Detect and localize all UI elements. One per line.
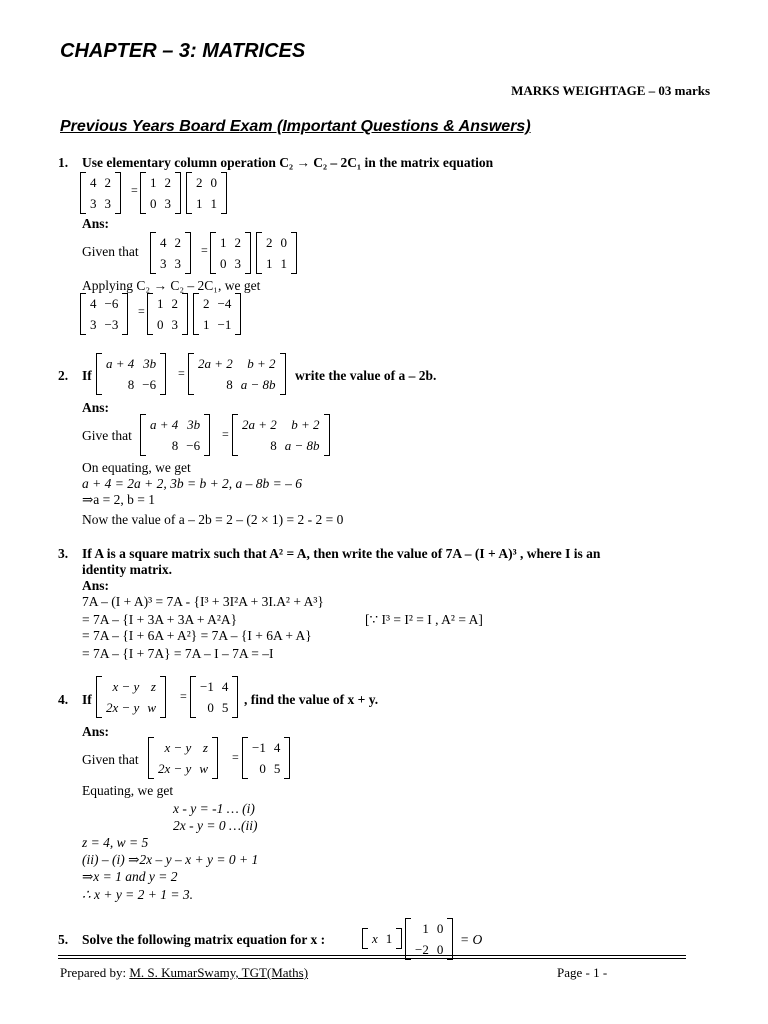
q3-number: 3. (58, 546, 69, 561)
q4-given: Given that (82, 752, 139, 767)
q3-line2b: [∵ I³ = I² = I , A² = A] (365, 612, 483, 627)
matrix-cell: 3 (171, 317, 178, 332)
q3-line4: = 7A – {I + 7A} = 7A – I – 7A = –I (82, 646, 274, 661)
matrix-cell: a − 8b (240, 377, 276, 392)
bracket-right (235, 293, 241, 335)
matrix-cell: x − y (164, 740, 192, 755)
q2-if: If (82, 368, 92, 383)
matrix-entries (86, 172, 115, 214)
matrix-entries (154, 737, 212, 779)
q1-applying: Applying C₂ → C₂ – 2C₁, we get (82, 278, 261, 293)
q2-give-lhs (140, 414, 210, 456)
footer-prepared-label: Prepared by: (60, 965, 127, 980)
matrix-entries (199, 293, 235, 335)
matrix-entries (156, 232, 185, 274)
matrix-cell: −4 (217, 296, 232, 311)
bracket-right (245, 232, 251, 274)
matrix-cell: 2a + 2 (198, 356, 233, 371)
q4-given-rhs (242, 737, 290, 779)
q1-given-a (210, 232, 251, 274)
matrix-cell: 8 (127, 377, 135, 392)
q2-line1: On equating, we get (82, 460, 191, 475)
q4-given-lhs (148, 737, 218, 779)
matrix-entries (146, 172, 175, 214)
matrix-cell: x (372, 931, 378, 946)
footer-rule-top (58, 955, 686, 956)
matrix-entries (192, 172, 221, 214)
matrix-cell: −1 (200, 679, 214, 694)
matrix-cell: 4 (273, 740, 281, 755)
matrix-cell: a + 4 (150, 417, 179, 432)
bracket-right (160, 353, 166, 395)
q4-matrix-lhs (96, 676, 166, 718)
q1-result-a (147, 293, 188, 335)
q3-ans: Ans: (82, 578, 110, 593)
matrix-cell: 4 (90, 175, 97, 190)
bracket-right (204, 414, 210, 456)
matrix-cell: z (202, 740, 208, 755)
bracket-right (221, 172, 227, 214)
q1-matrix-lhs (80, 172, 121, 214)
q1-text: Use elementary column operation C₂ → C₂ – 2C₁ in the matrix equation (82, 155, 494, 170)
q4-line4: z = 4, w = 5 (82, 835, 149, 850)
q1-number: 1. (58, 155, 69, 170)
matrix-cell: 2 (174, 235, 181, 250)
bracket-right (291, 232, 297, 274)
matrix-cell: 4 (90, 296, 97, 311)
chapter-title: CHAPTER – 3: MATRICES (60, 40, 306, 62)
bracket-right (396, 928, 402, 949)
q1-matrix-a (140, 172, 181, 214)
matrix-cell: −3 (104, 317, 119, 332)
q4-line3: 2x - y = 0 …(ii) (173, 818, 258, 833)
matrix-cell: −1 (217, 317, 232, 332)
bracket-right (122, 293, 128, 335)
bracket-right (115, 172, 121, 214)
q4-line6: ⇒x = 1 and y = 2 (82, 869, 178, 884)
matrix-cell: 3b (143, 356, 157, 371)
q5-row-vector (362, 928, 402, 949)
matrix-cell: 8 (270, 438, 277, 453)
bracket-right (324, 414, 330, 456)
q2-tail: write the value of a – 2b. (295, 368, 437, 383)
marks-weightage: MARKS WEIGHTAGE – 03 marks (511, 83, 710, 98)
matrix-cell: 1 (266, 256, 273, 271)
matrix-cell: 3 (164, 196, 171, 211)
q4-ans: Ans: (82, 724, 110, 739)
q5-number: 5. (58, 932, 69, 947)
matrix-cell: 2 (203, 296, 210, 311)
matrix-cell: 3 (90, 196, 97, 211)
matrix-entries (262, 232, 291, 274)
q5-text: Solve the following matrix equation for x : (82, 932, 326, 947)
matrix-entries (368, 928, 396, 949)
matrix-cell: 5 (221, 700, 229, 715)
q2-matrix-lhs (96, 353, 166, 395)
matrix-cell: 1 (385, 931, 393, 946)
matrix-cell: 1 (150, 175, 157, 190)
section-title: Previous Years Board Exam (Important Questions & Answers) (60, 118, 531, 135)
q2-number: 2. (58, 368, 69, 383)
q3-text1: If A is a square matrix such that A² = A, then write the value of 7A – (I + A)³ , where I is an (82, 546, 601, 561)
q1-matrix-b (186, 172, 227, 214)
matrix-cell: a − 8b (284, 438, 320, 453)
matrix-cell: b + 2 (291, 417, 320, 432)
matrix-cell: 3b (187, 417, 201, 432)
matrix-cell: 0 (280, 235, 287, 250)
q3-line2a: = 7A – {I + 3A + 3A + A²A} (82, 612, 238, 627)
matrix-cell: 1 (422, 921, 429, 936)
matrix-cell: w (199, 761, 208, 776)
matrix-cell: a + 4 (106, 356, 135, 371)
q4-tail: , find the value of x + y. (244, 692, 379, 707)
bracket-right (160, 676, 166, 718)
matrix-cell: 3 (160, 256, 167, 271)
matrix-cell: 3 (90, 317, 97, 332)
matrix-cell: −6 (186, 438, 201, 453)
q2-give: Give that (82, 428, 132, 443)
q4-matrix-rhs (190, 676, 238, 718)
matrix-cell: 0 (436, 921, 444, 936)
matrix-cell: 3 (174, 256, 181, 271)
matrix-cell: 1 (157, 296, 164, 311)
footer-rule-bottom (58, 958, 686, 959)
matrix-cell: 5 (273, 761, 281, 776)
q4-line5: (ii) – (i) ⇒2x – y – x + y = 0 + 1 (82, 852, 259, 867)
bracket-right (280, 353, 286, 395)
matrix-cell: 2 (104, 175, 111, 190)
matrix-cell: 1 (220, 235, 227, 250)
bracket-right (182, 293, 188, 335)
matrix-entries (411, 918, 447, 960)
q2-matrix-rhs (188, 353, 286, 395)
matrix-cell: w (147, 700, 156, 715)
matrix-cell: 8 (226, 377, 233, 392)
q2-give-rhs (232, 414, 330, 456)
q5-rhs: = O (460, 932, 483, 947)
matrix-cell: 0 (259, 761, 266, 776)
bracket-right (212, 737, 218, 779)
bracket-right (175, 172, 181, 214)
q3-line3: = 7A – {I + 6A + A²} = 7A – {I + 6A + A} (82, 628, 312, 643)
matrix-cell: 4 (160, 235, 167, 250)
q4-line7: ∴ x + y = 2 + 1 = 3. (82, 887, 194, 902)
matrix-cell: 2 (164, 175, 171, 190)
bracket-right (185, 232, 191, 274)
matrix-cell: 0 (436, 942, 444, 957)
matrix-cell: 2x − y (106, 700, 140, 715)
bracket-right (284, 737, 290, 779)
matrix-cell: x − y (112, 679, 140, 694)
matrix-entries (86, 293, 122, 335)
matrix-entries (194, 353, 280, 395)
q4-line2: x - y = -1 … (i) (173, 801, 255, 816)
q1-ans: Ans: (82, 216, 110, 231)
footer-prepared (60, 965, 308, 981)
q4-number: 4. (58, 692, 69, 707)
matrix-cell: 0 (220, 256, 227, 271)
matrix-cell: −1 (252, 740, 266, 755)
q1-given: Given that (82, 244, 139, 259)
matrix-cell: 0 (210, 175, 217, 190)
matrix-cell: 2a + 2 (242, 417, 277, 432)
q3-text2: identity matrix. (82, 562, 172, 577)
matrix-cell: 1 (210, 196, 217, 211)
q1-given-b (256, 232, 297, 274)
matrix-cell: 2x − y (158, 761, 192, 776)
q1-result-lhs (80, 293, 128, 335)
q4-line1: Equating, we get (82, 783, 174, 798)
matrix-entries (196, 676, 232, 718)
matrix-cell: 4 (221, 679, 229, 694)
q4-if: If (82, 692, 92, 707)
matrix-cell: 1 (280, 256, 287, 271)
matrix-entries (146, 414, 204, 456)
matrix-cell: z (150, 679, 156, 694)
q2-ans: Ans: (82, 400, 110, 415)
matrix-cell: 2 (234, 235, 241, 250)
footer-author: M. S. KumarSwamy, TGT(Maths) (129, 965, 309, 980)
matrix-entries (153, 293, 182, 335)
matrix-cell: 3 (104, 196, 111, 211)
matrix-cell: 3 (234, 256, 241, 271)
matrix-cell: 2 (266, 235, 273, 250)
q1-result-b (193, 293, 241, 335)
q3-line1: 7A – (I + A)³ = 7A - {I³ + 3I²A + 3I.A² + A³} (82, 594, 324, 609)
matrix-entries (248, 737, 284, 779)
matrix-cell: 0 (150, 196, 157, 211)
footer-page: Page - 1 - (557, 965, 608, 980)
matrix-cell: −6 (142, 377, 157, 392)
q1-given-lhs (150, 232, 191, 274)
matrix-entries (238, 414, 324, 456)
bracket-right (232, 676, 238, 718)
matrix-entries (216, 232, 245, 274)
bracket-right (447, 918, 453, 960)
matrix-cell: 1 (196, 196, 203, 211)
matrix-cell: −6 (104, 296, 119, 311)
matrix-entries (102, 676, 160, 718)
matrix-cell: 2 (171, 296, 178, 311)
matrix-cell: 1 (203, 317, 210, 332)
q2-line2: a + 4 = 2a + 2, 3b = b + 2, a – 8b = – 6 (82, 476, 303, 491)
q2-line4: Now the value of a – 2b = 2 – (2 × 1) = 2 - 2 = 0 (82, 512, 344, 527)
q5-matrix (405, 918, 453, 960)
matrix-cell: 8 (171, 438, 179, 453)
matrix-cell: 0 (207, 700, 214, 715)
matrix-cell: 2 (196, 175, 203, 190)
matrix-cell: 0 (157, 317, 164, 332)
matrix-cell: −2 (415, 942, 429, 957)
matrix-cell: b + 2 (247, 356, 276, 371)
matrix-entries (102, 353, 160, 395)
q2-line3: ⇒a = 2, b = 1 (82, 492, 156, 507)
